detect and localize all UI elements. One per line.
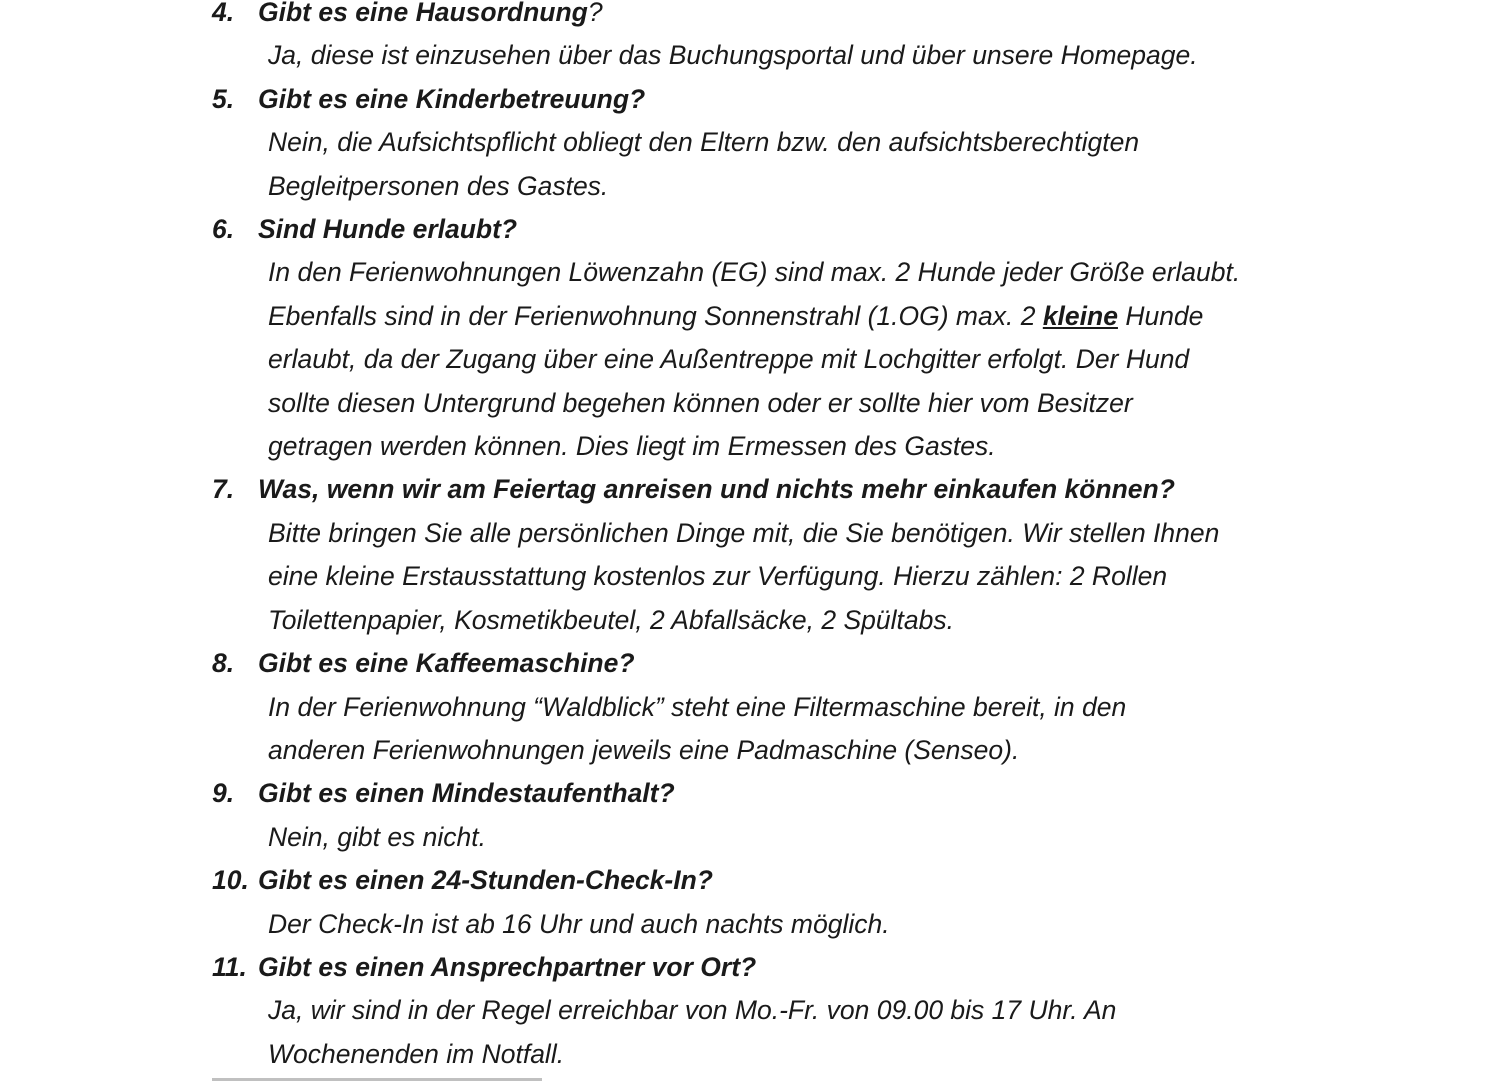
faq-question-text-10: Gibt es einen 24-Stunden-Check-In? xyxy=(258,865,713,896)
faq-answer-line xyxy=(268,295,1488,338)
faq-question-9 xyxy=(0,772,1488,815)
faq-answer-5 xyxy=(0,121,1488,208)
faq-number-6: 6. xyxy=(212,214,235,245)
faq-number-9: 9. xyxy=(212,778,235,809)
faq-answer-7 xyxy=(0,512,1488,642)
faq-question-7 xyxy=(0,468,1488,511)
faq-question-8 xyxy=(0,642,1488,685)
faq-question-text-6: Sind Hunde erlaubt? xyxy=(258,214,518,245)
faq-answer-line-end: Hunde xyxy=(1117,300,1204,331)
faq-question-text-8: Gibt es eine Kaffeemaschine? xyxy=(258,648,635,679)
faq-number-11: 11. xyxy=(212,951,247,982)
faq-number-4: 4. xyxy=(212,0,235,27)
faq-answer-line: Toilettenpapier, Kosmetikbeutel, 2 Abfallsäcke, 2 Spültabs. xyxy=(268,604,954,635)
faq-answer-line: Der Check-In ist ab 16 Uhr und auch nachts möglich. xyxy=(268,908,890,939)
faq-question-5 xyxy=(0,78,1488,121)
faq-question-11 xyxy=(0,946,1488,989)
faq-question-text-11: Gibt es einen Ansprechpartner vor Ort? xyxy=(258,951,757,982)
faq-question-text-9: Gibt es einen Mindestaufenthalt? xyxy=(258,778,675,809)
faq-answer-11 xyxy=(0,989,1488,1076)
faq-answer-line: getragen werden können. Dies liegt im Ermessen des Gastes. xyxy=(268,431,996,462)
faq-answer-line: Wochenenden im Notfall. xyxy=(268,1038,565,1069)
faq-answer-line: Bitte bringen Sie alle persönlichen Dinge mit, die Sie benötigen. Wir stellen Ihnen xyxy=(268,517,1220,548)
faq-answer-line: In der Ferienwohnung “Waldblick” steht eine Filtermaschine bereit, in den xyxy=(268,691,1127,722)
faq-answer-8 xyxy=(0,686,1488,773)
faq-answer-line: sollte diesen Untergrund begehen können oder er sollte hier vom Besitzer xyxy=(268,387,1133,418)
faq-number-8: 8. xyxy=(212,648,235,679)
faq-answer-line: eine kleine Erstausstattung kostenlos zur Verfügung. Hierzu zählen: 2 Rollen xyxy=(268,561,1168,592)
faq-number-10: 10. xyxy=(212,865,249,896)
faq-answer-line: Nein, gibt es nicht. xyxy=(268,821,487,852)
faq-answer-4 xyxy=(0,34,1488,77)
faq-answer-10 xyxy=(0,903,1488,946)
faq-number-7: 7. xyxy=(212,474,235,505)
faq-question-10 xyxy=(0,859,1488,902)
cut-off-next-line xyxy=(212,1072,542,1084)
faq-answer-line: Begleitpersonen des Gastes. xyxy=(268,170,609,201)
faq-answer-line: In den Ferienwohnungen Löwenzahn (EG) sind max. 2 Hunde jeder Größe erlaubt. xyxy=(268,257,1241,288)
faq-answer-line: Ja, wir sind in der Regel erreichbar von Mo.-Fr. von 09.00 bis 17 Uhr. An xyxy=(268,995,1117,1026)
faq-answer-line: anderen Ferienwohnungen jeweils eine Padmaschine (Senseo). xyxy=(268,734,1020,765)
faq-answer-line: Nein, die Aufsichtspflicht obliegt den Eltern bzw. den aufsichtsberechtigten xyxy=(268,127,1140,158)
faq-question-text-4: Gibt es eine Hausordnung xyxy=(258,0,588,27)
emphasis-word: kleine xyxy=(1042,300,1118,331)
faq-question-6 xyxy=(0,208,1488,251)
faq-answer-line: erlaubt, da der Zugang über eine Außentreppe mit Lochgitter erfolgt. Der Hund xyxy=(268,344,1190,375)
faq-number-5: 5. xyxy=(212,83,235,114)
faq-question-text-5: Gibt es eine Kinderbetreuung? xyxy=(258,83,646,114)
faq-question-4 xyxy=(0,0,1488,34)
faq-answer-line-start: Ebenfalls sind in der Ferienwohnung Sonnenstrahl (1.OG) max. 2 xyxy=(268,300,1043,331)
faq-answer-6 xyxy=(0,251,1488,468)
faq-question-text-7: Was, wenn wir am Feiertag anreisen und nichts mehr einkaufen können? xyxy=(258,474,1175,505)
faq-answer-line: Ja, diese ist einzusehen über das Buchungsportal und über unsere Homepage. xyxy=(268,40,1198,71)
faq-question-mark-4: ? xyxy=(587,0,603,27)
faq-answer-9 xyxy=(0,816,1488,859)
